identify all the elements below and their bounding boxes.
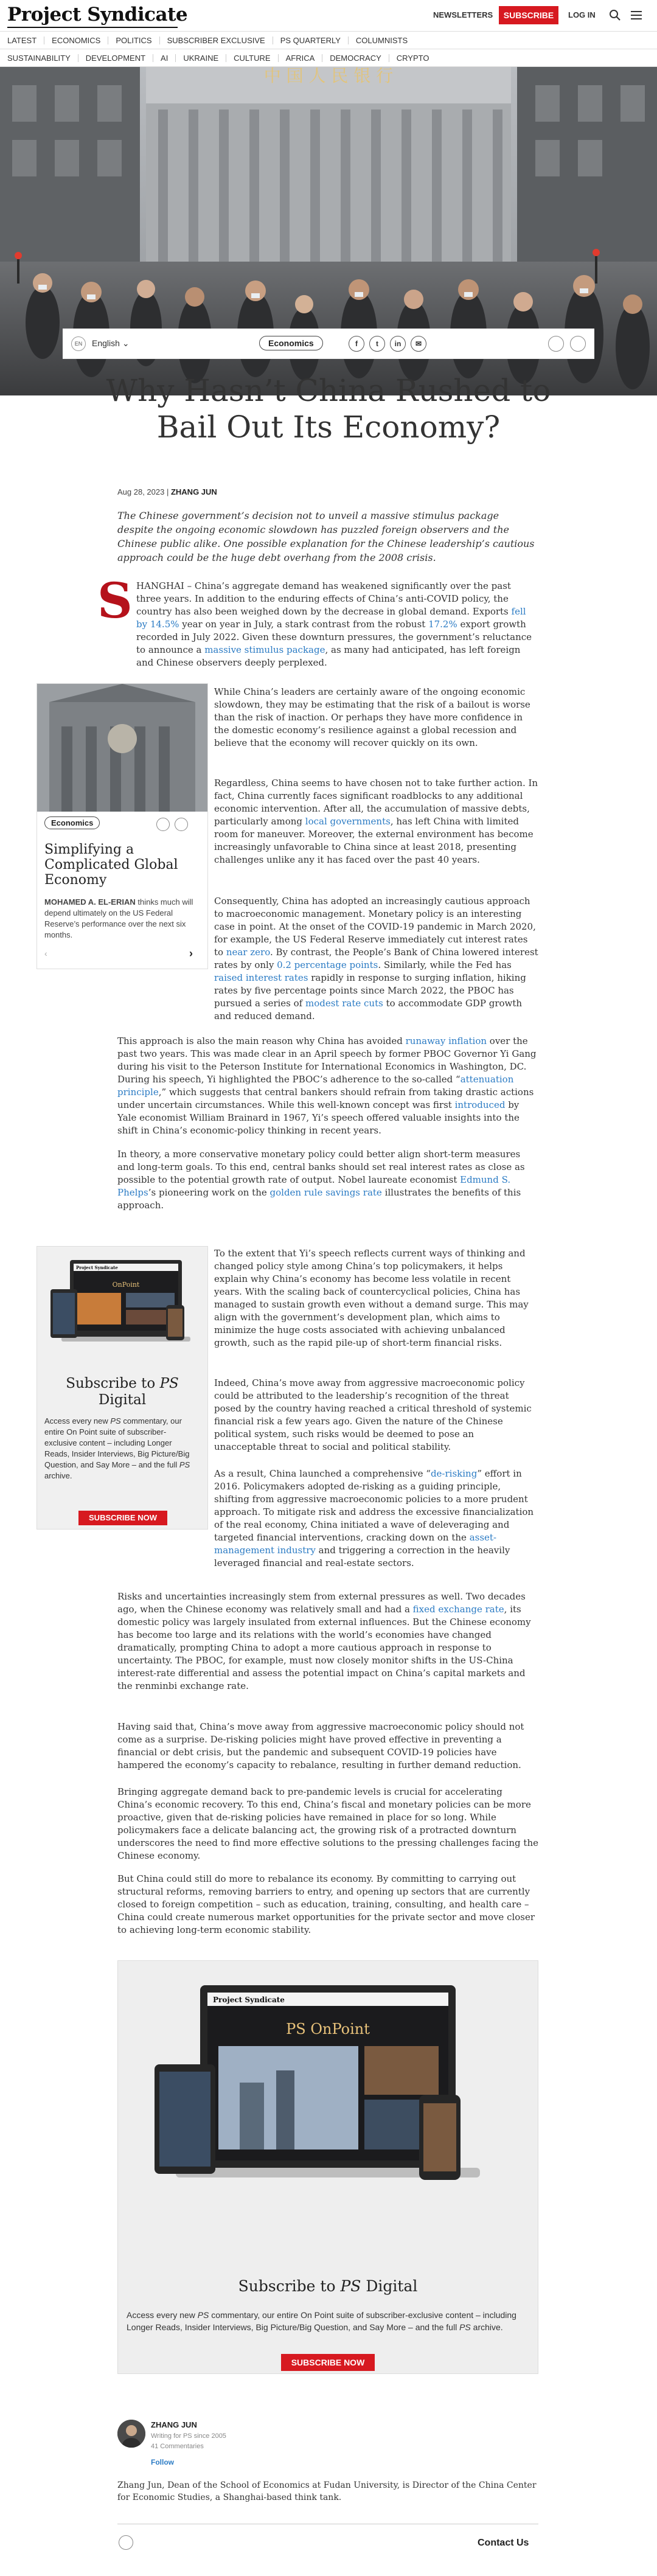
chevron-left-icon[interactable]: ‹ <box>44 949 47 958</box>
sub-card-screen-title: OnPoint <box>112 1281 140 1289</box>
twitter-icon[interactable]: t <box>369 336 385 352</box>
related-blurb: MOHAMED A. EL-ERIAN thinks much will depend ultimately on the US Federal Reserve’s performance over the next six months. <box>44 897 193 939</box>
link-exports[interactable]: fell by 14.5% <box>136 606 526 630</box>
link-stimulus[interactable]: massive stimulus package <box>204 644 325 655</box>
link-fixed-exchange-rate[interactable]: fixed exchange rate <box>412 1604 504 1615</box>
paragraph-7: To the extent that Yi’s speech reflects current ways of thinking and changed policy style among China’s top policymakers, it helps explain why China’s economy has become less volatile in recent years. With the scaling back of countercyclical policies, China has managed to sustain growth even without a demand surge. This may align with the government’s development plan, which aims to minimize the huge costs associated with achieving unbalanced growth, such as the rapid pile-up of short-term financial risks. <box>214 1248 529 1348</box>
link-export-growth[interactable]: 17.2% <box>428 619 457 630</box>
site-logo[interactable]: Project Syndicate <box>7 4 188 26</box>
link-attenuation[interactable]: attenuation principle <box>117 1074 514 1098</box>
nav-item-columnists[interactable]: COLUMNISTS <box>355 35 408 45</box>
paragraph-5: This approach is also the main reason why China has avoided runaway inflation over the past two years. This was made clear in an April speech by former PBOC Governor Yi Gang during his visit to the Peterson Institute for International Economics in Washington, DC. During his speech, Yi highlighted the PBOC’s adherence to the so-called “attenuation principle,” which suggests that central bankers should refrain from taking drastic actions under uncertain circumstances. While this well-known concept was first introduced by Yale economist William Brainard in 1967, Yi’s speech offered valuable insights into the shift in China’s economic-policy thinking in recent years. <box>117 1036 537 1136</box>
article-deck: The Chinese government’s decision not to unveil a massive stimulus package despite the ongoing economic slowdown has puzzled foreign observers and the Chinese public alike. One possible explanation for the Chinese leadership’s cautious approach could be the huge debt overhang from the 2008 crisis. <box>117 510 535 563</box>
paragraph-1: HANGHAI – China’s aggregate demand has weakened significantly over the past three years. In addition to the enduring effects of China’s anti-COVID policy, the country has also been weighed down by the decrease in global demand. Exports fell by 14.5% year on year in July, a stark contrast from the robust 17.2% export growth recorded in July 2022. Given these downturn pressures, the government’s reluctance to announce a massive stimulus package, as many had anticipated, has left foreign and Chinese observers deeply perplexed. <box>136 580 532 668</box>
link-near-zero[interactable]: near zero <box>226 947 270 958</box>
related-image <box>37 684 207 812</box>
related-title[interactable]: Simplifying a Complicated Global Economy <box>44 842 178 888</box>
related-comment-icon[interactable] <box>175 818 188 831</box>
link-rate-cuts[interactable]: modest rate cuts <box>305 998 383 1009</box>
author-commentary-count[interactable]: 41 Commentaries <box>151 2443 204 2450</box>
link-introduced[interactable]: introduced <box>454 1099 506 1110</box>
subscribe-card-title: Subscribe to PS Digital <box>66 1376 179 1408</box>
article-title-line2: Bail Out Its Economy? <box>156 409 501 445</box>
subscribe-banner-blurb: Access every new PS commentary, our entire On Point suite of subscriber-exclusive content – including Longer Reads, Insider Interviews, Big Picture/Big Question, and Say More – and the full PS archive. <box>127 2310 516 2332</box>
paragraph-6: In theory, a more conservative monetary policy could better align short-term measures and long-term goals. To this end, central banks should set real interest rates as close as possible to the potential growth rate of output. Nobel laureate economist Edmund S. Phelps’s pioneering work on the golden rule savings rate illustrates the benefits of this approach. <box>117 1149 525 1211</box>
author-name[interactable]: ZHANG JUN <box>151 2420 197 2429</box>
byline: Aug 28, 2023 | ZHANG JUN <box>117 487 217 496</box>
paragraph-4: Consequently, China has adopted an increasingly cautious approach to macroeconomic management. Monetary policy is an interesting case in point. At the onset of the COVID-19 pandemic in March 2020, for example, the US Federal Reserve immediately cut interest rates to near zero. By contrast, the People’s Bank of China lowered interest rates by only 0.2 percentage points. Similarly, while the Fed has raised interest rates rapidly in response to surging inflation, hiking rates by five percentage points since March 2022, the PBOC has pursued a series of modest rate cuts to accommodate GDP growth and reduced demand. <box>214 896 538 1022</box>
banner-screen-title: PS OnPoint <box>286 2021 370 2038</box>
chevron-down-icon: ⌄ <box>122 338 130 348</box>
nav-item-sustainability[interactable]: SUSTAINABILITY <box>0 54 78 62</box>
email-icon[interactable]: ✉ <box>411 336 426 352</box>
author-since: Writing for PS since 2005 <box>151 2432 226 2440</box>
nav-item-democracy[interactable]: DEMOCRACY <box>322 54 389 62</box>
subscribe-card <box>36 1246 208 1530</box>
article-title-line1: Why Hasn’t China Rushed to <box>106 373 551 408</box>
secondary-nav <box>0 49 657 67</box>
paragraph-12: Bringing aggregate demand back to pre-pandemic levels is crucial for accelerating China’s economic recovery. To this end, China’s fiscal and monetary policies can be more proactive, given that de-risking policies have remained in place for so long. While policymakers face a delicate balancing act, the growing risk of a protracted downturn underscores the need to find more effective solutions to the pressing challenges facing the Chinese economy. <box>117 1786 538 1861</box>
language-label: English <box>92 338 120 348</box>
search-icon[interactable] <box>608 9 622 22</box>
nav-item-ukraine[interactable]: UKRAINE <box>176 54 226 62</box>
nav-item-crypto[interactable]: CRYPTO <box>396 53 429 63</box>
subscribe-banner-title: Subscribe to PS Digital <box>238 2277 418 2295</box>
related-author[interactable]: MOHAMED A. EL-ERIAN <box>44 897 136 907</box>
article-author[interactable]: ZHANG JUN <box>170 487 217 496</box>
author-avatar[interactable] <box>117 2420 145 2448</box>
nav-item-ai[interactable]: AI <box>153 54 176 62</box>
nav-item-africa[interactable]: AFRICA <box>279 54 323 62</box>
hero-building-sign: 中 国 人 民 银 行 <box>263 67 394 86</box>
chevron-right-icon[interactable]: › <box>189 947 193 959</box>
subscribe-banner <box>117 1960 538 2374</box>
subscribe-banner-button[interactable]: SUBSCRIBE NOW <box>281 2354 375 2371</box>
save-icon[interactable] <box>548 336 564 352</box>
primary-nav <box>0 32 657 49</box>
link-raised-rates[interactable]: raised interest rates <box>214 972 308 983</box>
author-bio: Zhang Jun, Dean of the School of Economics at Fudan University, is Director of the China Center for Economic Studies, a Shanghai-based think tank. <box>117 2480 537 2502</box>
comment-icon[interactable] <box>570 336 586 352</box>
article-date: Aug 28, 2023 <box>117 487 165 496</box>
link-golden-rule[interactable]: golden rule savings rate <box>269 1187 382 1198</box>
related-section-tag[interactable]: Economics <box>44 816 100 829</box>
newsletters-link[interactable]: NEWSLETTERS <box>433 10 493 19</box>
paragraph-8: Indeed, China’s move away from aggressive macroeconomic policy could be attributed to the leadership’s recognition of the threat posed by the country having reached a critical threshold of systemic financial risk a few years ago. Given the nature of the Chinese political system, such risks would be deemed to pose an unacceptable threat to social and political stability. <box>214 1377 532 1452</box>
language-icon[interactable] <box>119 2535 133 2550</box>
follow-button[interactable]: Follow <box>151 2458 174 2466</box>
link-asset-management[interactable]: asset-management industry <box>214 1532 497 1556</box>
top-bar <box>0 0 657 32</box>
globe-icon[interactable]: EN <box>71 336 86 351</box>
article-toolbar <box>63 329 594 359</box>
nav-item-politics[interactable]: POLITICS <box>108 37 159 44</box>
menu-icon[interactable] <box>630 9 643 22</box>
footer-bar <box>117 2524 538 2560</box>
link-local-governments[interactable]: local governments <box>305 816 391 827</box>
nav-item-economics[interactable]: ECONOMICS <box>44 37 108 44</box>
section-tag[interactable]: Economics <box>259 336 323 350</box>
subscribe-button[interactable]: SUBSCRIBE <box>499 6 558 24</box>
nav-item-culture[interactable]: CULTURE <box>226 54 278 62</box>
paragraph-9: As a result, China launched a comprehensive “de-risking” effort in 2016. Policymakers adopted de-risking as a guiding principle, shifting from aggressive macroeconomic policies to a more prudent approach. To mitigate risk and address the excessive financialization of the real economy, China initiated a wave of deleveraging and targeted financial interventions, cracking down on the asset-management industry and triggering a correction in the heavily leveraged financial and real-estate sectors. <box>214 1468 534 1568</box>
nav-item-development[interactable]: DEVELOPMENT <box>78 54 153 62</box>
drop-cap: S <box>97 572 133 629</box>
link-runaway-inflation[interactable]: runaway inflation <box>405 1036 487 1046</box>
nav-item-latest[interactable]: LATEST <box>0 37 44 44</box>
nav-item-ps-quarterly[interactable]: PS QUARTERLY <box>273 37 349 44</box>
related-save-icon[interactable] <box>156 818 170 831</box>
subscribe-card-blurb: Access every new PS commentary, our entire On Point suite of subscriber-exclusive content – including Longer Reads, Insider Interviews, Big Picture/Big Question, and Say More – and the full PS archive. <box>44 1416 190 1480</box>
paragraph-2: While China’s leaders are certainly aware of the ongoing economic slowdown, they may be estimating that the risk of a bailout is worse than the risk of inaction. Or perhaps they have more confidence in the domestic economy’s resilience against a global recession and believe that the economy will recover quickly on its own. <box>214 686 530 748</box>
link-de-risking[interactable]: de-risking <box>430 1468 478 1479</box>
login-link[interactable]: LOG IN <box>568 10 596 19</box>
paragraph-3: Regardless, China seems to have chosen not to take further action. In fact, China currently faces significant roadblocks to any additional economic intervention. After all, the accumulation of massive debts, particularly among local governments, has left China with limited room for maneuver. Moreover, the external environment has become increasingly unfavorable to China since at least 2018, presenting challenges unlike any it has faced over the past 40 years. <box>214 778 538 865</box>
logo-underline <box>7 27 178 28</box>
language-select[interactable] <box>92 338 130 349</box>
contact-link[interactable]: Contact Us <box>478 2538 529 2548</box>
paragraph-10: Risks and uncertainties increasingly stem from external pressures as well. Two decades ago, when the Chinese economy was relatively small and had a fixed exchange rate, its domestic policy was largely insulated from external influences. But the Chinese economy has become too large and its relations with the world’s economies have changed dramatically, prompting China to adopt a more cautious approach in response to uncertainty. The PBOC, for example, must now closely monitor shifts in the US-China interest-rate differential and assess the potential impact on China’s capital markets and the renminbi exchange rate. <box>117 1591 531 1691</box>
nav-item-subscriber-exclusive[interactable]: SUBSCRIBER EXCLUSIVE <box>160 37 273 44</box>
paragraph-13: But China could still do more to rebalance its economy. By committing to carrying out structural reforms, removing barriers to entry, and opening up sectors that are currently closed to foreign competition – such as education, training, consulting, and health care – China could create numerous market opportunities for the private sector and move closer to achieving long-term economic stability. <box>117 1873 535 1935</box>
sub-card-screen-logo: Project Syndicate <box>76 1265 118 1270</box>
paragraph-11: Having said that, China’s move away from aggressive macroeconomic policy should not come as a surprise. De-risking policies might have proved effective in preventing a financial or debt crisis, but the pandemic and subsequent COVID-19 policies have hampered the economy’s capacity to rebalance, resulting in further demand reduction. <box>117 1721 524 1770</box>
related-article-card[interactable] <box>36 683 208 969</box>
link-percentage-points[interactable]: 0.2 percentage points <box>277 959 378 970</box>
linkedin-icon[interactable]: in <box>390 336 406 352</box>
subscribe-now-button[interactable]: SUBSCRIBE NOW <box>78 1511 167 1525</box>
article-title <box>49 372 608 445</box>
link-phelps[interactable]: Edmund S. Phelps <box>117 1174 511 1198</box>
facebook-icon[interactable]: f <box>349 336 364 352</box>
banner-screen-logo: Project Syndicate <box>213 1996 285 2004</box>
